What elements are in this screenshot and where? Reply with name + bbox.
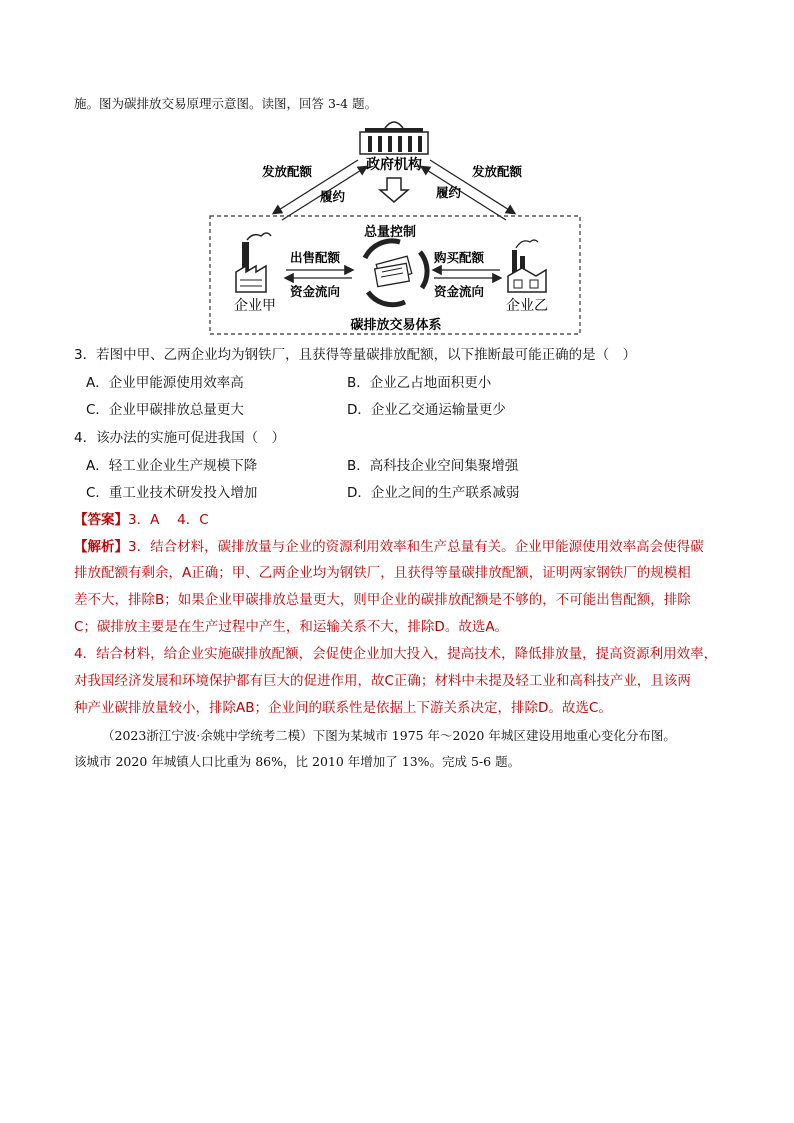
analysis-line-5: 4．结合材料，给企业实施碳排放配额，会促使企业加大投入，提高技术，降低排放量，提高资源利用效率， — [74, 646, 718, 662]
analysis-tag: 【解析】 — [74, 539, 128, 555]
money-stack-icon — [375, 256, 412, 286]
total-control-label: 总量控制 — [363, 225, 417, 240]
analysis-line-2: 排放配额有剩余，A正确；甲、乙两企业均为钢铁厂，且获得等量碳排放配额，证明两家钢铁厂的规模相 — [74, 565, 691, 581]
left-issue-label: 发放配额 — [262, 164, 313, 179]
q3-option-a: A．企业甲能源使用效率高 — [86, 375, 244, 391]
q3-option-d: D．企业乙交通运输量更少 — [347, 402, 506, 418]
q4-option-a: A．轻工业企业生产规模下降 — [86, 458, 258, 474]
left-fulfill-label: 履约 — [320, 189, 346, 204]
analysis-text-1: 3．结合材料，碳排放量与企业的资源利用效率和生产总量有关。企业甲能源使用效率高会使得碳 — [128, 539, 704, 555]
q3-option-b: B．企业乙占地面积更小 — [347, 375, 492, 391]
analysis-line-1 — [74, 537, 704, 557]
sell-quota-label: 出售配额 — [290, 250, 341, 265]
analysis-line-3: 差不大，排除B；如果企业甲碳排放总量更大，则甲企业的碳排放配额是不够的，不可能出售配额，排除 — [74, 592, 691, 608]
analysis-line-7: 种产业碳排放量较小，排除AB；企业间的联系性是依据上下游关系决定，排除D。故选C。 — [74, 700, 612, 716]
right-issue-label: 发放配额 — [472, 164, 523, 179]
answer-text: 3．A 4．C — [128, 512, 209, 528]
q3-stem: 3．若图中甲、乙两企业均为钢铁厂，且获得等量碳排放配额，以下推断最可能正确的是（ ） — [74, 347, 637, 363]
q4-option-b: B．高科技企业空间集聚增强 — [347, 458, 519, 474]
q3-option-c: C．企业甲碳排放总量更大 — [86, 402, 244, 418]
intro-text: 施。图为碳排放交易原理示意图。读图，回答 3-4 题。 — [74, 96, 378, 111]
factory-a-icon — [236, 233, 271, 292]
analysis-line-6: 对我国经济发展和环境保护都有巨大的促进作用，故C正确；材料中未提及轻工业和高科技产业，且该两 — [74, 673, 691, 689]
answer-tag: 【答案】 — [74, 512, 128, 528]
buy-quota-label: 购买配额 — [434, 250, 485, 265]
q4-option-c: C．重工业技术研发投入增加 — [86, 485, 258, 501]
analysis-line-4: C；碳排放主要是在生产过程中产生，和运输关系不大，排除D。故选A。 — [74, 619, 509, 635]
fund-flow-left-label: 资金流向 — [290, 284, 341, 299]
fund-flow-right-label: 资金流向 — [434, 284, 485, 299]
right-fulfill-label: 履约 — [436, 185, 462, 200]
enterprise-a-label: 企业甲 — [234, 298, 276, 314]
q4-option-d: D．企业之间的生产联系减弱 — [347, 485, 520, 501]
enterprise-b-label: 企业乙 — [506, 298, 548, 314]
q4-stem: 4．该办法的实施可促进我国（ ） — [74, 430, 286, 446]
next-material-line-1: （2023浙江宁波·余姚中学统考二模）下图为某城市 1975 年～2020 年城区建设用地重心变化分布图。 — [102, 728, 676, 743]
next-material-line-2: 该城市 2020 年城镇人口比重为 86%，比 2010 年增加了 13%。完成 5-6 题。 — [74, 754, 521, 769]
gov-label: 政府机构 — [366, 157, 422, 173]
factory-b-icon — [508, 240, 546, 292]
government-building-icon — [360, 122, 428, 154]
down-arrow-icon — [380, 178, 408, 202]
system-label: 碳排放交易体系 — [350, 318, 442, 333]
carbon-trading-diagram — [200, 120, 590, 342]
answer-line — [74, 510, 209, 530]
